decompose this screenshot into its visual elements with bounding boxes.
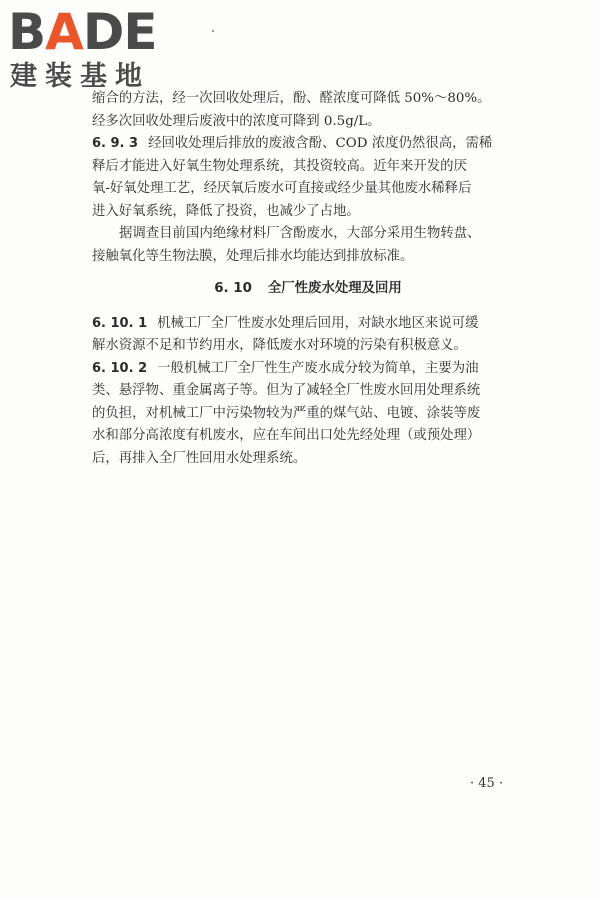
logo-letter-b: B	[8, 3, 46, 61]
bade-logo	[8, 4, 178, 96]
section-number: 6. 10	[214, 281, 252, 296]
clause-number: 6. 10. 1	[92, 315, 148, 331]
text-line: 水和部分高浓度有机废水，应在车间出口处先经处理（或预处理）	[92, 428, 481, 443]
text-line: 进入好氧系统，降低了投资，也减少了占地。	[92, 203, 360, 219]
logo-subtitle: 建装基地	[10, 61, 150, 92]
clause-6-9-3	[92, 133, 524, 156]
section-title: 全厂性废水处理及回用	[267, 281, 402, 296]
text-line: 的负担，对机械工厂中污染物较为严重的煤气站、电镀、涂装等废	[92, 405, 481, 421]
clause-6-10-2	[92, 358, 524, 381]
text-line: 后，再排入全厂性回用水处理系统。	[92, 450, 307, 466]
logo-letters-de: DE	[82, 3, 157, 61]
text-line: 解水资源不足和节约用水，降低废水对环境的污染有积极意义。	[92, 338, 467, 353]
text-line: 类、悬浮物、重金属离子等。但为了减轻全厂性废水回用处理系统	[92, 383, 481, 398]
clause-text: 经回收处理后排放的废液含酚、COD 浓度仍然很高，需稀	[148, 136, 493, 151]
scan-speck	[212, 30, 214, 32]
text-line: 氧-好氧处理工艺，经厌氧后废水可直接或经少量其他废水稀释后	[92, 181, 472, 196]
text-line: 据调查目前国内绝缘材料厂含酚废水，大部分采用生物转盘、	[119, 226, 481, 241]
logo-letter-a-accent: A	[45, 3, 83, 61]
body-text	[92, 88, 524, 470]
clause-text: 一般机械工厂全厂性生产废水成分较为简单，主要为油	[157, 360, 479, 376]
text-line: 经多次回收处理后废液中的浓度可降到 0.5g/L。	[92, 113, 381, 129]
clause-number: 6. 10. 2	[92, 360, 148, 376]
text-line: 缩合的方法，经一次回收处理后，酚、醛浓度可降低 50%～80%。	[92, 91, 491, 106]
clause-6-10-1	[92, 313, 524, 336]
text-line: 接触氧化等生物法膜，处理后排水均能达到排放标准。	[92, 248, 414, 264]
clause-number: 6. 9. 3	[92, 136, 139, 151]
page-number: · 45 ·	[470, 776, 504, 791]
clause-text: 机械工厂全厂性废水处理后回用，对缺水地区来说可缓	[157, 315, 479, 331]
section-heading	[92, 278, 524, 301]
text-line: 释后才能进入好氧生物处理系统，其投资较高。近年来开发的厌	[92, 158, 467, 174]
logo-wordmark	[8, 4, 157, 60]
